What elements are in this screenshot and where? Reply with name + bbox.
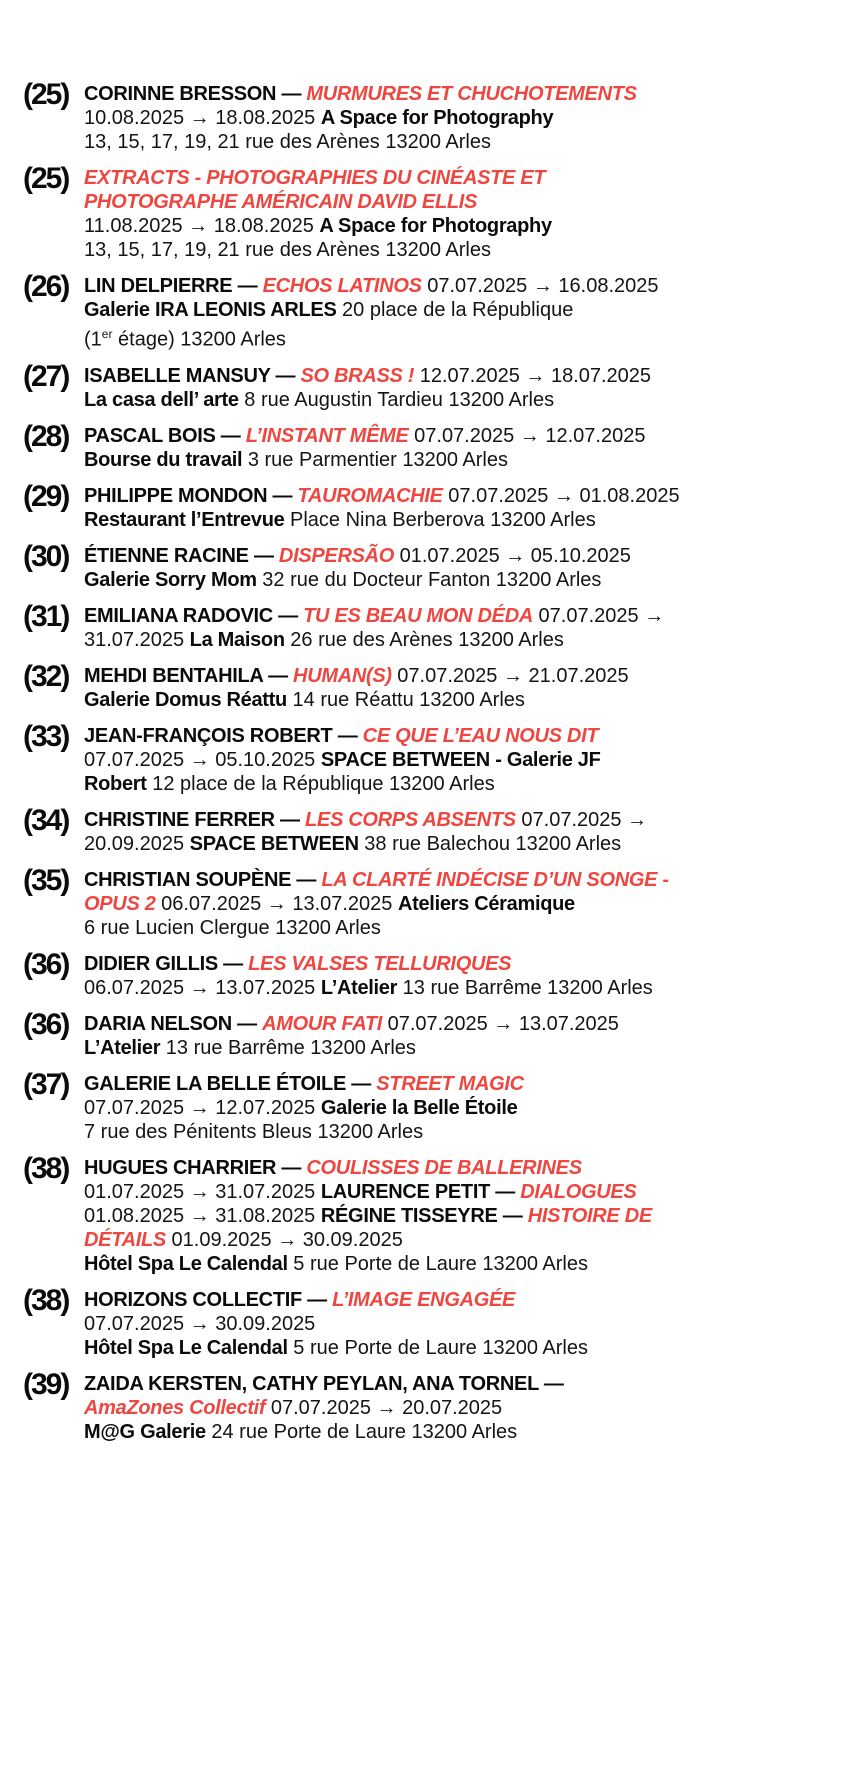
- entry-line: [84, 748, 828, 772]
- entry-details: [84, 166, 828, 262]
- entry-text: 20.09.2025: [84, 832, 190, 855]
- entry-text: 07.07.2025 → 12.07.2025: [408, 424, 646, 447]
- entry-line: [84, 1072, 828, 1096]
- entry-line: [84, 82, 828, 106]
- exhibition-title: STREET MAGIC: [376, 1072, 524, 1095]
- entry-line: [84, 190, 828, 214]
- venue-name: La Maison: [189, 628, 285, 651]
- entry-number: (25): [23, 162, 69, 195]
- entry-text: 5 rue Porte de Laure 13200 Arles: [287, 1336, 588, 1359]
- superscript-text: er: [101, 327, 113, 341]
- venue-name: A Space for Photography: [320, 107, 554, 129]
- entry-line: [84, 1336, 828, 1360]
- entry-text: 13, 15, 17, 19, 21 rue des Arènes 13200 Arles: [84, 239, 491, 261]
- entry-details: [84, 1156, 828, 1276]
- entry-details: [84, 808, 828, 856]
- venue-name: Bourse du travail: [84, 448, 243, 471]
- entry-text: 01.09.2025 → 30.09.2025: [165, 1228, 403, 1251]
- entry-line: [84, 604, 828, 628]
- entry-text: 07.07.2025 →: [533, 604, 665, 627]
- artist-name: JEAN-FRANÇOIS ROBERT —: [84, 724, 363, 747]
- entry-line: [84, 1252, 828, 1276]
- artist-name: HUGUES CHARRIER —: [84, 1156, 307, 1179]
- entry-text: 24 rue Porte de Laure 13200 Arles: [205, 1420, 518, 1443]
- exhibition-title: OPUS 2: [84, 892, 156, 915]
- exhibition-title: DIALOGUES: [520, 1180, 637, 1203]
- entry-text: 07.07.2025 → 30.09.2025: [84, 1312, 316, 1335]
- entry-text: étage) 13200 Arles: [112, 328, 286, 351]
- entry-number: (36): [23, 1007, 69, 1041]
- exhibition-title: DÉTAILS: [84, 1228, 166, 1251]
- venue-name: Robert: [84, 772, 147, 795]
- entry-line: [84, 1396, 828, 1420]
- venue-name: La casa dell’ arte: [84, 388, 239, 411]
- entry-details: [84, 724, 828, 796]
- entry-text: 5 rue Porte de Laure 13200 Arles: [287, 1252, 588, 1275]
- entry-text: 38 rue Balechou 13200 Arles: [358, 832, 622, 855]
- venue-name: Hôtel Spa Le Calendal: [84, 1336, 288, 1359]
- exhibition-entry: [23, 947, 828, 1000]
- exhibition-entry: [23, 659, 828, 712]
- artist-name: ZAIDA KERSTEN, CATHY PEYLAN, ANA TORNEL —: [84, 1372, 564, 1395]
- artist-name: HORIZONS COLLECTIF —: [84, 1288, 333, 1311]
- exhibition-entry: [23, 1283, 828, 1360]
- artist-name: RÉGINE TISSEYRE —: [320, 1204, 528, 1227]
- exhibition-entry: [23, 419, 828, 472]
- entry-line: [84, 274, 828, 298]
- entry-line: [84, 628, 828, 652]
- entry-number: (27): [23, 359, 69, 393]
- entry-details: [84, 664, 828, 712]
- entry-details: [84, 1072, 828, 1144]
- entry-line: [84, 568, 828, 592]
- entry-number: (31): [23, 599, 69, 633]
- entry-text: 7 rue des Pénitents Bleus 13200 Arles: [84, 1120, 424, 1143]
- entry-text: 07.07.2025 → 16.08.2025: [421, 275, 659, 297]
- entry-line: [84, 1156, 828, 1180]
- entry-details: [84, 1012, 828, 1060]
- entry-text: 07.07.2025 → 13.07.2025: [382, 1012, 619, 1035]
- entry-number: (39): [23, 1367, 69, 1401]
- exhibition-title: LES CORPS ABSENTS: [304, 808, 516, 831]
- entry-text: (1: [84, 328, 102, 351]
- exhibition-title: LA CLARTÉ INDÉCISE D’UN SONGE -: [321, 868, 669, 891]
- venue-name: Galerie Domus Réattu: [84, 688, 287, 711]
- exhibition-entry: [23, 1151, 828, 1276]
- exhibition-title: LES VALSES TELLURIQUES: [248, 952, 512, 975]
- exhibition-entry: [23, 539, 828, 592]
- entry-number: (32): [23, 659, 69, 693]
- entry-text: 07.07.2025 → 20.07.2025: [265, 1396, 503, 1419]
- exhibition-entry: [23, 1007, 828, 1060]
- exhibition-entry: [23, 599, 828, 652]
- exhibition-entry: [23, 162, 828, 262]
- exhibition-title: MURMURES ET CHUCHOTEMENTS: [306, 83, 637, 105]
- entry-line: [84, 424, 828, 448]
- entry-line: [84, 892, 828, 916]
- artist-name: CHRISTIAN SOUPÈNE —: [84, 868, 322, 891]
- artist-name: DARIA NELSON —: [84, 1012, 263, 1035]
- venue-name: Galerie IRA LEONIS ARLES: [84, 299, 337, 321]
- artist-name: PHILIPPE MONDON —: [84, 484, 298, 507]
- entry-line: [84, 1036, 828, 1060]
- entry-line: [84, 484, 828, 508]
- entry-text: 13, 15, 17, 19, 21 rue des Arènes 13200 Arles: [84, 131, 491, 153]
- entry-line: [84, 508, 828, 532]
- entry-text: 8 rue Augustin Tardieu 13200 Arles: [238, 388, 555, 411]
- entry-number: (36): [23, 947, 69, 981]
- entry-line: [84, 448, 828, 472]
- entry-number: (33): [23, 719, 69, 753]
- entry-line: [84, 1096, 828, 1120]
- entry-text: 13 rue Barrême 13200 Arles: [160, 1036, 416, 1059]
- entry-line: [84, 772, 828, 796]
- entry-text: 01.07.2025 → 05.10.2025: [394, 544, 631, 567]
- entry-text: 20 place de la République: [336, 299, 574, 321]
- entry-details: [84, 424, 828, 472]
- entry-details: [84, 274, 828, 352]
- entry-number: (35): [23, 863, 69, 897]
- exhibition-entry: [23, 479, 828, 532]
- venue-name: L’Atelier: [84, 1036, 161, 1059]
- entry-text: 06.07.2025 → 13.07.2025: [84, 976, 321, 999]
- entry-details: [84, 82, 828, 154]
- entry-number: (37): [23, 1067, 69, 1101]
- entry-line: [84, 298, 828, 322]
- exhibition-entry: [23, 1367, 828, 1444]
- entry-text: 07.07.2025 → 12.07.2025: [84, 1096, 321, 1119]
- entry-text: 32 rue du Docteur Fanton 13200 Arles: [256, 568, 602, 591]
- entry-details: [84, 604, 828, 652]
- exhibition-entry: [23, 359, 828, 412]
- exhibition-title: CE QUE L’EAU NOUS DIT: [362, 724, 599, 747]
- entry-number: (30): [23, 539, 69, 573]
- artist-name: EMILIANA RADOVIC —: [84, 604, 304, 627]
- entry-text: 3 rue Parmentier 13200 Arles: [242, 448, 508, 471]
- entry-line: [84, 1012, 828, 1036]
- exhibition-title: TU ES BEAU MON DÉDA: [303, 604, 533, 627]
- entry-line: [84, 868, 828, 892]
- exhibition-title: PHOTOGRAPHE AMÉRICAIN DAVID ELLIS: [84, 191, 478, 213]
- entry-text: 10.08.2025 → 18.08.2025: [84, 107, 321, 129]
- exhibition-entry: [23, 78, 828, 154]
- entry-text: 01.08.2025 → 31.08.2025: [84, 1204, 321, 1227]
- entry-line: [84, 214, 828, 238]
- entry-line: [84, 664, 828, 688]
- entry-line: [84, 724, 828, 748]
- entry-line: [84, 130, 828, 154]
- entry-line: [84, 916, 828, 940]
- entry-details: [84, 544, 828, 592]
- entry-line: [84, 1312, 828, 1336]
- artist-name: PASCAL BOIS —: [84, 424, 246, 447]
- entry-number: (38): [23, 1283, 69, 1317]
- entry-text: 07.07.2025 → 05.10.2025: [84, 748, 321, 771]
- entry-number: (29): [23, 479, 69, 513]
- venue-name: Galerie Sorry Mom: [84, 568, 257, 591]
- entry-text: Place Nina Berberova 13200 Arles: [284, 508, 596, 531]
- entry-text: 12 place de la République 13200 Arles: [146, 772, 495, 795]
- entry-text: 07.07.2025 → 01.08.2025: [442, 484, 680, 507]
- entry-text: 07.07.2025 → 21.07.2025: [391, 664, 629, 687]
- entry-number: (26): [23, 270, 69, 303]
- exhibition-entry: [23, 803, 828, 856]
- exhibition-entries: [23, 78, 828, 1444]
- entry-line: [84, 1372, 828, 1396]
- entry-text: 01.07.2025 → 31.07.2025: [84, 1180, 321, 1203]
- artist-name: MEHDI BENTAHILA —: [84, 664, 294, 687]
- entry-text: 6 rue Lucien Clergue 13200 Arles: [84, 916, 381, 939]
- entry-text: 12.07.2025 → 18.07.2025: [414, 364, 652, 387]
- entry-line: [84, 1288, 828, 1312]
- venue-name: M@G Galerie: [84, 1420, 206, 1443]
- entry-number: (38): [23, 1151, 69, 1185]
- artist-name: ÉTIENNE RACINE —: [84, 544, 279, 567]
- entry-details: [84, 868, 828, 940]
- entry-details: [84, 1288, 828, 1360]
- exhibition-title: L’INSTANT MÊME: [245, 424, 409, 447]
- entry-text: 11.08.2025 → 18.08.2025: [84, 215, 320, 237]
- artist-name: GALERIE LA BELLE ÉTOILE —: [84, 1072, 377, 1095]
- entry-line: [84, 238, 828, 262]
- exhibition-title: COULISSES DE BALLERINES: [306, 1156, 582, 1179]
- venue-name: Ateliers Céramique: [397, 892, 575, 915]
- entry-line: [84, 976, 828, 1000]
- exhibition-entry: [23, 1067, 828, 1144]
- entry-line: [84, 952, 828, 976]
- exhibition-title: ECHOS LATINOS: [262, 275, 422, 297]
- entry-line: [84, 166, 828, 190]
- artist-name: CORINNE BRESSON —: [84, 83, 307, 105]
- exhibition-title: L’IMAGE ENGAGÉE: [332, 1288, 516, 1311]
- entry-line: [84, 106, 828, 130]
- entry-text: 31.07.2025: [84, 628, 190, 651]
- artist-name: LIN DELPIERRE —: [84, 275, 263, 297]
- entry-line: [84, 1180, 828, 1204]
- exhibition-entry: [23, 863, 828, 940]
- entry-line: [84, 388, 828, 412]
- venue-name: SPACE BETWEEN - Galerie JF: [320, 748, 601, 771]
- entry-text: 06.07.2025 → 13.07.2025: [155, 892, 398, 915]
- exhibition-title: EXTRACTS - PHOTOGRAPHIES DU CINÉASTE ET: [84, 167, 546, 189]
- entry-text: 14 rue Réattu 13200 Arles: [286, 688, 525, 711]
- artist-name: LAURENCE PETIT —: [320, 1180, 521, 1203]
- exhibition-title: HUMAN(S): [293, 664, 392, 687]
- venue-name: Galerie la Belle Étoile: [320, 1096, 518, 1119]
- entry-details: [84, 484, 828, 532]
- artist-name: CHRISTINE FERRER —: [84, 808, 305, 831]
- entry-line: [84, 688, 828, 712]
- exhibition-title: HISTOIRE DE: [527, 1204, 652, 1227]
- artist-name: DIDIER GILLIS —: [84, 952, 249, 975]
- entry-number: (34): [23, 803, 69, 837]
- entry-number: (25): [23, 78, 69, 111]
- entry-line: [84, 1228, 828, 1252]
- exhibition-title: TAUROMACHIE: [297, 484, 443, 507]
- entry-details: [84, 952, 828, 1000]
- entry-line: [84, 544, 828, 568]
- entry-number: (28): [23, 419, 69, 453]
- entry-text: 07.07.2025 →: [515, 808, 648, 831]
- artist-name: ISABELLE MANSUY —: [84, 364, 301, 387]
- exhibition-title: AmaZones Collectif: [84, 1396, 266, 1419]
- entry-line: [84, 1420, 828, 1444]
- entry-details: [84, 1372, 828, 1444]
- entry-line: [84, 322, 828, 352]
- entry-line: [84, 364, 828, 388]
- venue-name: Restaurant l’Entrevue: [84, 508, 285, 531]
- entry-line: [84, 832, 828, 856]
- entry-details: [84, 364, 828, 412]
- venue-name: SPACE BETWEEN: [189, 832, 359, 855]
- venue-name: L’Atelier: [320, 976, 398, 999]
- venue-name: A Space for Photography: [319, 215, 552, 237]
- entry-line: [84, 808, 828, 832]
- exhibition-title: SO BRASS !: [300, 364, 415, 387]
- entry-text: 26 rue des Arènes 13200 Arles: [284, 628, 564, 651]
- exhibition-title: AMOUR FATI: [262, 1012, 383, 1035]
- exhibition-entry: [23, 719, 828, 796]
- entry-line: [84, 1120, 828, 1144]
- venue-name: Hôtel Spa Le Calendal: [84, 1252, 288, 1275]
- exhibition-entry: [23, 270, 828, 352]
- entry-line: [84, 1204, 828, 1228]
- entry-text: 13 rue Barrême 13200 Arles: [397, 976, 653, 999]
- exhibition-title: DISPERSÃO: [278, 544, 395, 567]
